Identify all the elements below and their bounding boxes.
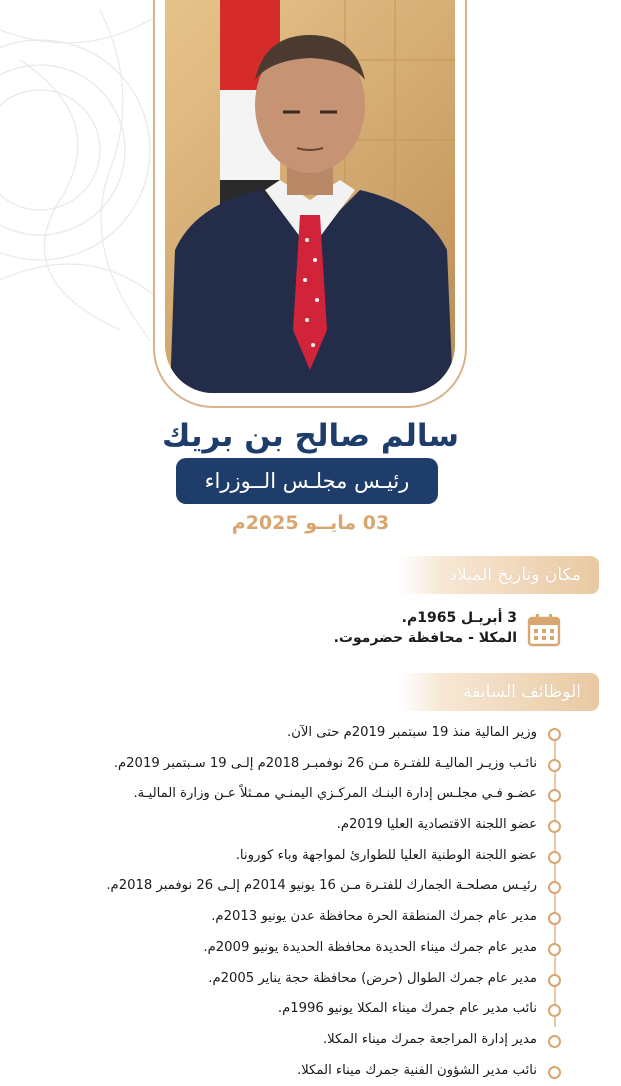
career-item <box>0 871 621 902</box>
career-item-text: مدير إدارة المراجعة جمرك ميناء المكلا. <box>322 1031 537 1047</box>
career-item-text: مدير عام جمرك المنطقة الحرة محافظة عدن يونيو 2013م. <box>211 909 537 925</box>
career-item <box>0 1025 621 1056</box>
career-list <box>0 718 621 1086</box>
timeline-dot <box>548 1035 561 1048</box>
career-item-text: مدير عام جمرك ميناء الحديدة محافظة الحديدة يونيو 2009م. <box>203 939 537 955</box>
timeline-dot <box>548 1004 561 1017</box>
calendar-icon <box>527 613 561 647</box>
position-title-badge: رئيـس مجلـس الــوزراء <box>176 458 438 504</box>
career-item <box>0 933 621 964</box>
birth-date: 3 أبريـل 1965م. <box>401 610 517 626</box>
timeline-dot <box>548 1066 561 1079</box>
timeline-dot <box>548 851 561 864</box>
career-item-text: عضـو فـي مجلـس إدارة البنـك المركـزي اليمنـي ممـثلاً عـن وزارة الماليـة. <box>133 786 537 802</box>
career-item <box>0 902 621 933</box>
career-item-text: نائـب وزيـر الماليـة للفتـرة مـن 26 نوفمبـر 2018م إلـى 19 سـبتمبر 2019م. <box>113 755 537 771</box>
portrait-illustration <box>165 0 455 393</box>
birth-section-heading-label: مكان وتاريخ الميلاد <box>449 565 581 585</box>
career-item <box>0 749 621 780</box>
career-item-text: وزير المالية منذ 19 سبتمبر 2019م حتى الآن. <box>287 725 537 740</box>
person-name: سالم صالح بن بريك <box>162 418 459 454</box>
career-item-text: نائب مدير الشؤون الفنية جمرك ميناء المكلا. <box>297 1062 537 1078</box>
career-item <box>0 810 621 841</box>
timeline-dot <box>548 820 561 833</box>
career-item-text: عضو اللجنة الوطنية العليا للطوارئ لمواجهة وباء كورونا. <box>235 847 537 863</box>
portrait-photo <box>165 0 455 393</box>
timeline-dot <box>548 974 561 987</box>
birth-details <box>334 608 517 648</box>
birth-section-heading <box>399 556 599 594</box>
birth-place: المكلا - محافظة حضرموت. <box>333 630 517 646</box>
career-item <box>0 994 621 1025</box>
career-item-text: نائب مدير عام جمرك ميناء المكلا يونيو 1996م. <box>277 1001 537 1017</box>
timeline-dot <box>548 881 561 894</box>
timeline-dot <box>548 789 561 802</box>
timeline-dot <box>548 912 561 925</box>
timeline-dot <box>548 728 561 741</box>
career-item <box>0 964 621 995</box>
career-item <box>0 779 621 810</box>
career-item <box>0 718 621 749</box>
career-section-heading-label: الوظائف السابقة <box>463 682 581 702</box>
timeline-dot <box>548 943 561 956</box>
career-item-text: عضو اللجنة الاقتصادية العليا 2019م. <box>336 817 537 833</box>
career-item-text: رئيـس مصلحـة الجمارك للفتـرة مـن 16 يونيو 2014م إلـى 26 نوفمبر 2018م. <box>106 878 537 894</box>
timeline-dot <box>548 759 561 772</box>
career-section-heading <box>399 673 599 711</box>
career-item <box>0 1056 621 1086</box>
publication-date: 03 مايــو 2025م <box>231 512 390 534</box>
career-item <box>0 841 621 872</box>
career-item-text: مدير عام جمرك الطوال (حرض) محافظة حجة يناير 2005م. <box>208 970 537 986</box>
